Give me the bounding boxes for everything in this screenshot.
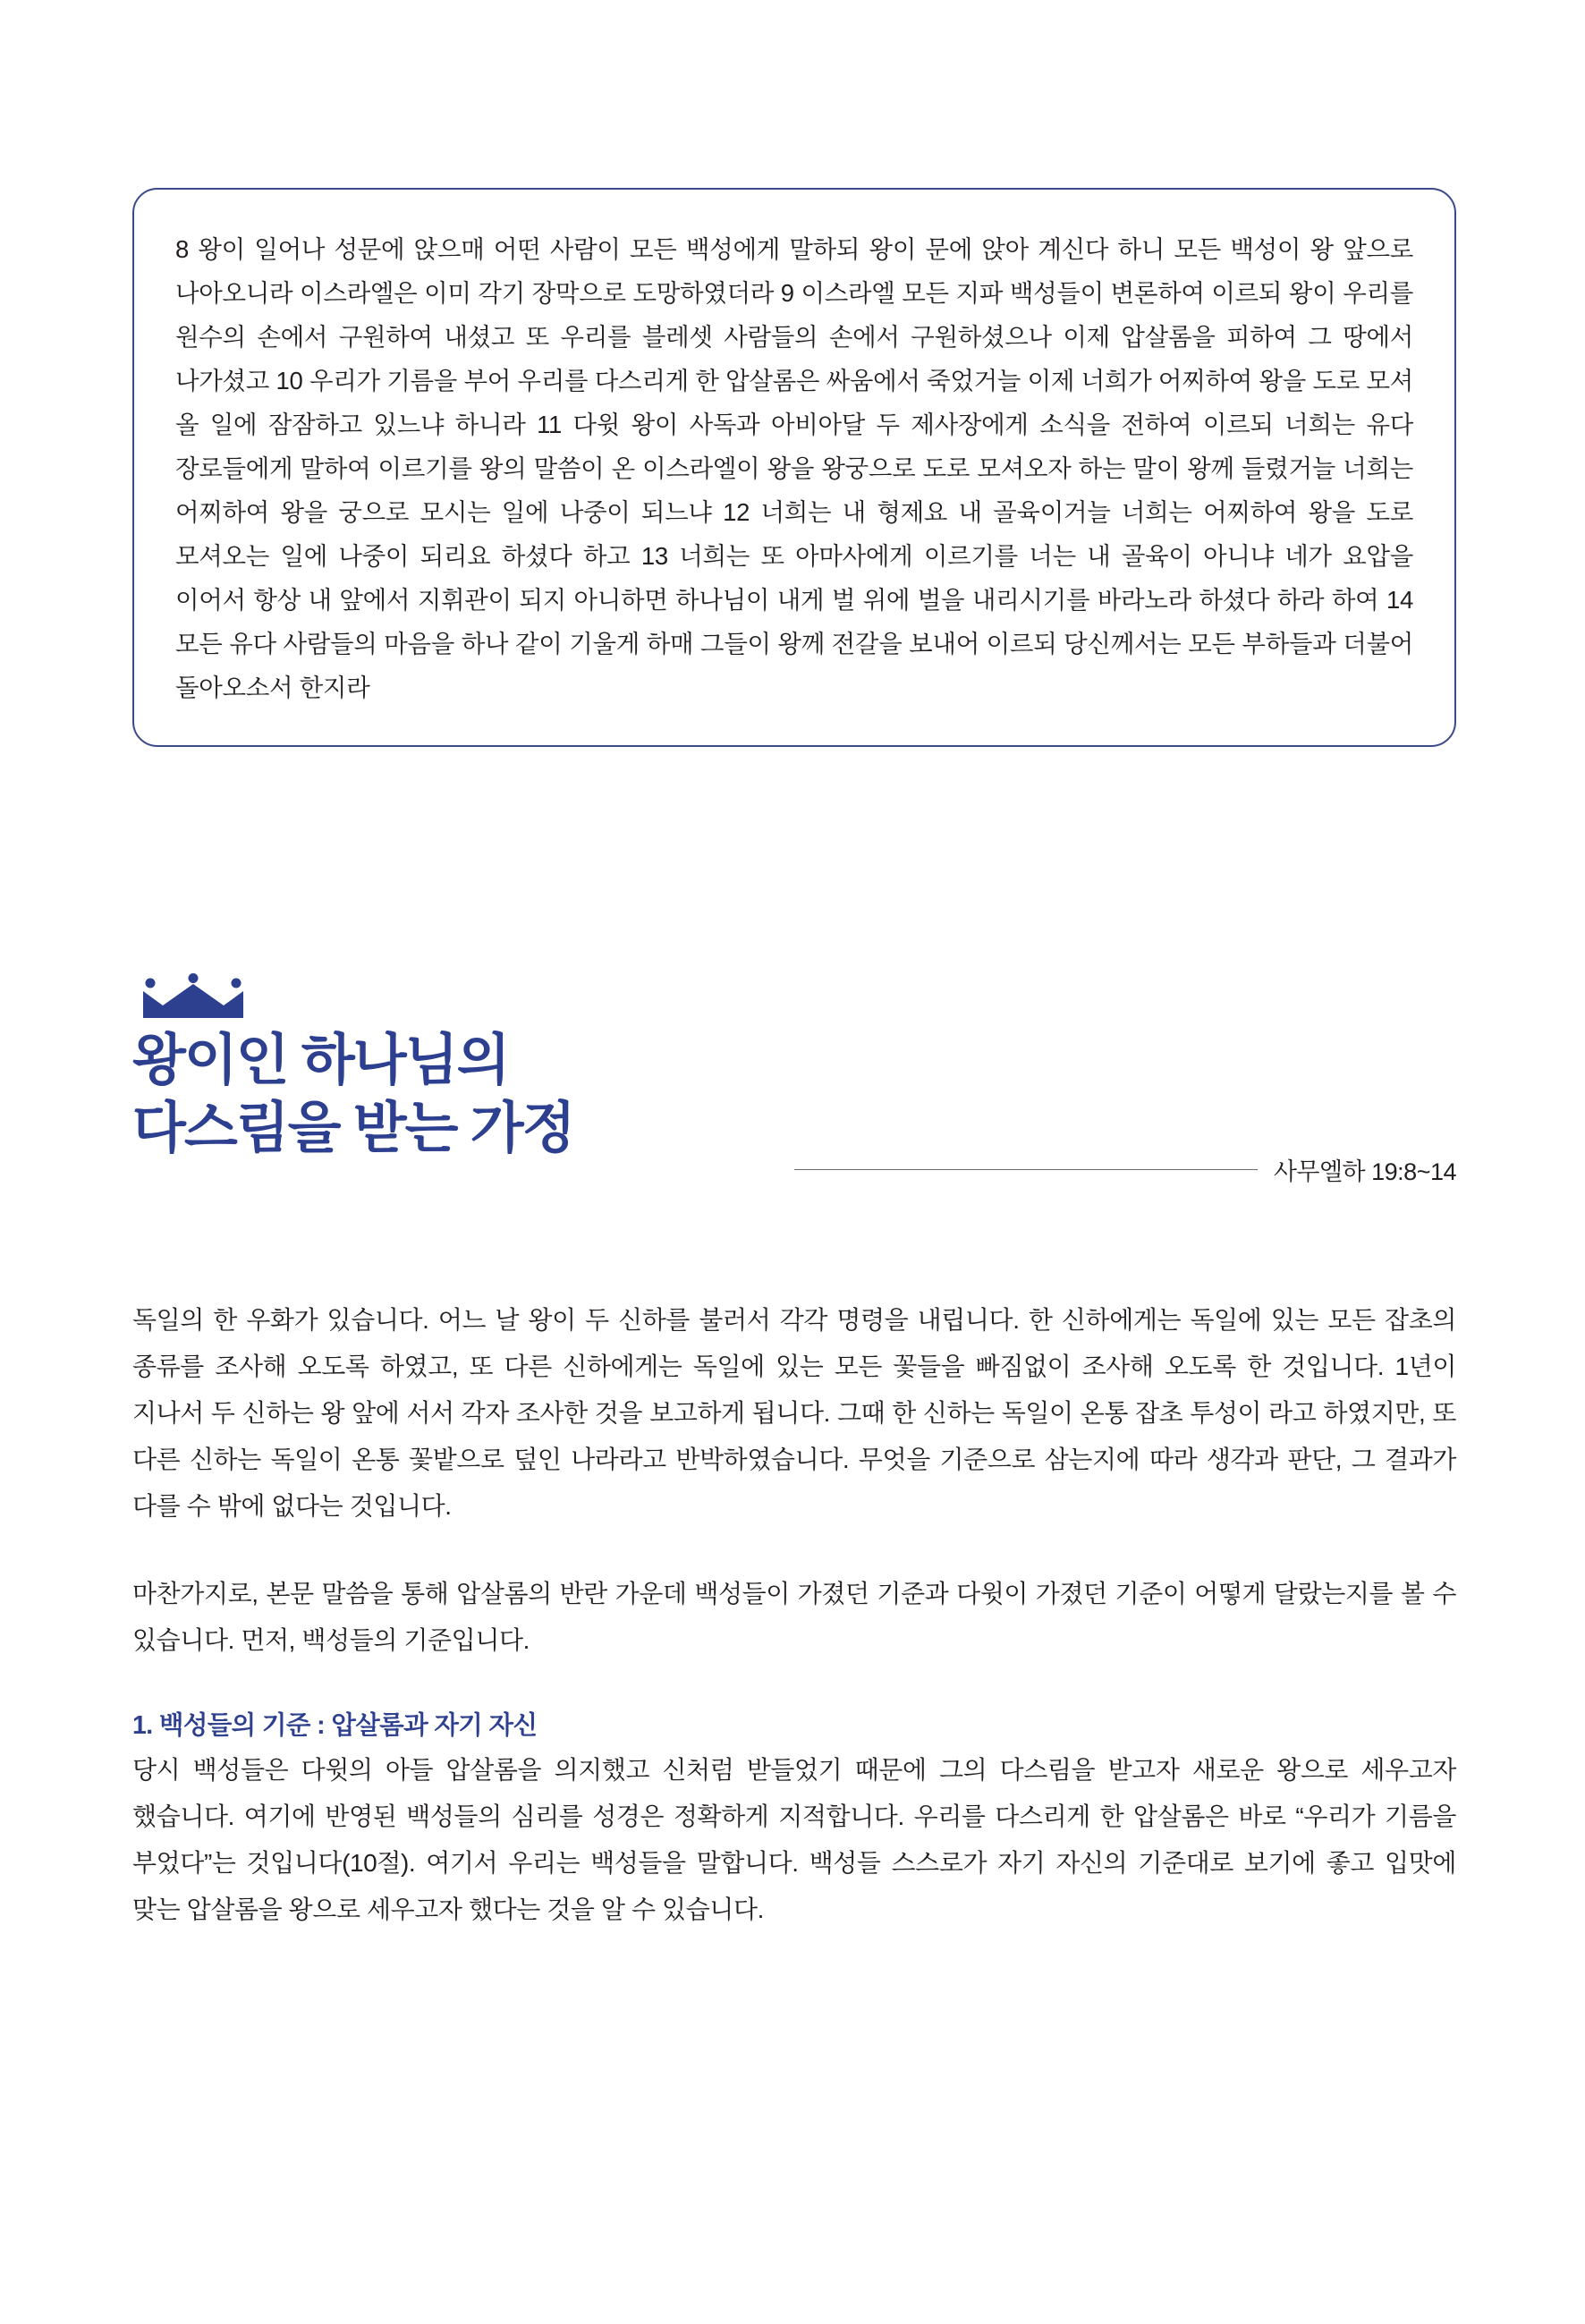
body-block — [132, 1297, 1456, 1933]
crown-icon — [140, 973, 247, 1023]
scripture-reference: 사무엘하 19:8~14 — [1273, 1158, 1456, 1185]
reference-rule — [794, 1169, 1258, 1171]
page-title — [132, 1002, 1456, 1163]
scripture-reference-row — [794, 1152, 1456, 1187]
section-heading-1: 1. 백성들의 기준 : 압살롬과 자기 자신 — [132, 1711, 538, 1740]
scripture-box — [132, 188, 1456, 747]
body-paragraph-2: 마찬가지로, 본문 말씀을 통해 압살롬의 반란 가운데 백성들이 가졌던 기준과 다윗이 가졌던 기준이 어떻게 달랐는지를 볼 수 있습니다. 먼저, 백성들의 기준입니다. — [132, 1580, 1456, 1654]
section-1-body: 당시 백성들은 다윗의 아들 압살롬을 의지했고 신처럼 받들었기 때문에 그의 다스림을 받고자 새로운 왕으로 세우고자 했습니다. 여기에 반영된 백성들의 심리를 성경은 정확하게 지적합니다. 우리를 다스리게 한 압살롬은 바로 “우리가 기름을 부었다”는 것입니다(10절). 여기서 우리는 백성들을 말합니다. 백성들 스스로가 자기 자신의 기준대로 보기에 좋고 입맛에 맞는 압살롬을 왕으로 세우고자 했다는 것을 알 수 있습니다. — [132, 1756, 1456, 1923]
scripture-text: 8 왕이 일어나 성문에 앉으매 어떤 사람이 모든 백성에게 말하되 왕이 문에 앉아 계신다 하니 모든 백성이 왕 앞으로 나아오니라 이스라엘은 이미 각기 장막으로 도망하였더라 9 이스라엘 모든 지파 백성들이 변론하여 이르되 왕이 우리를 원수의 손에서 구원하여 내셨고 또 우리를 블레셋 사람들의 손에서 구원하셨으나 이제 압살롬을 피하여 그 땅에서 나가셨고 10 우리가 기름을 부어 우리를 다스리게 한 압살롬은 싸움에서 죽었거늘 이제 너희가 어찌하여 왕을 도로 모셔 올 일에 잠잠하고 있느냐 하니라 11 다윗 왕이 사독과 아비아달 두 제사장에게 소식을 전하여 이르되 너희는 유다 장로들에게 말하여 이르기를 왕의 말씀이 온 이스라엘이 왕을 왕궁으로 도로 모셔오자 하는 말이 왕께 들렸거늘 너희는 어찌하여 왕을 궁으로 모시는 일에 나중이 되느냐 12 너희는 내 형제요 내 골육이거늘 너희는 어찌하여 왕을 도로 모셔오는 일에 나중이 되리요 하셨다 하고 13 너희는 또 아마사에게 이르기를 너는 내 골육이 아니냐 네가 요압을 이어서 항상 내 앞에서 지휘관이 되지 아니하면 하나님이 내게 벌 위에 벌을 내리시기를 바라노라 하셨다 하라 하여 14 모든 유다 사람들의 마음을 하나 같이 기울게 하매 그들이 왕께 전갈을 보내어 이르되 당신께서는 모든 부하들과 더불어 돌아오소서 한지라 — [175, 235, 1413, 701]
body-paragraph-1: 독일의 한 우화가 있습니다. 어느 날 왕이 두 신하를 불러서 각각 명령을 내립니다. 한 신하에게는 독일에 있는 모든 잡초의 종류를 조사해 오도록 하였고, 또 다른 신하에게는 독일에 있는 모든 꽃들을 빠짐없이 조사해 오도록 한 것입니다. 1년이 지나서 두 신하는 왕 앞에 서서 각자 조사한 것을 보고하게 됩니다. 그때 한 신하는 독일이 온통 잡초 투성이 라고 하였지만, 또 다른 신하는 독일이 온통 꽃밭으로 덮인 나라라고 반박하였습니다. 무엇을 기준으로 삼는지에 따라 생각과 판단, 그 결과가 다를 수 밖에 없다는 것입니다. — [132, 1306, 1456, 1520]
title-block — [132, 1002, 1456, 1185]
title-line-2: 다스림을 받는 가정 — [132, 1098, 574, 1159]
title-line-1: 왕이인 하나님의 — [132, 1030, 509, 1091]
